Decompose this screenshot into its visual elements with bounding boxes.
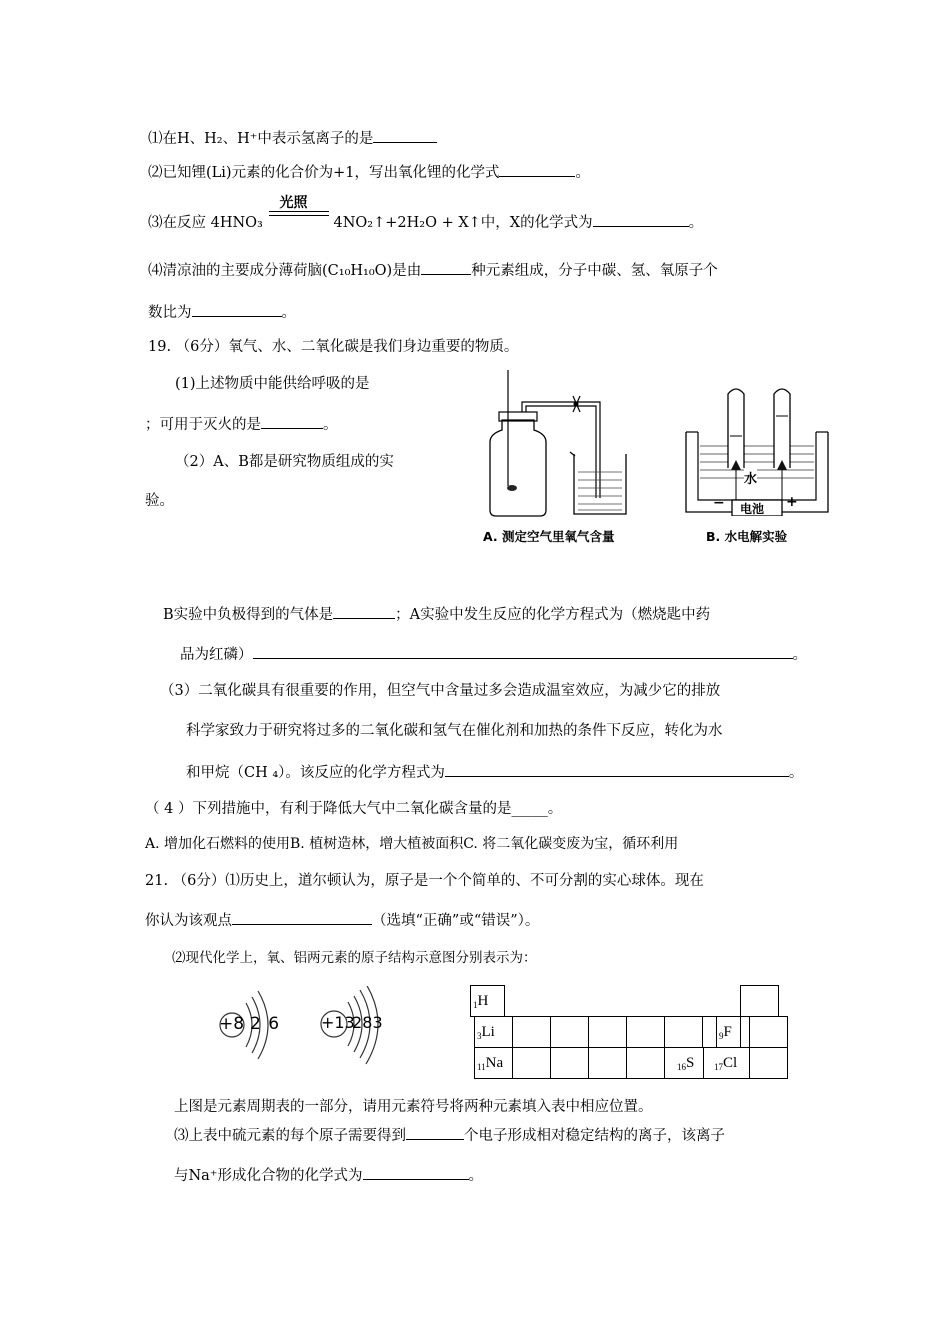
figure-a-caption: A. 测定空气里氧气含量	[483, 529, 615, 544]
table-cell[interactable]	[626, 1047, 665, 1079]
water-label: 水	[744, 468, 757, 487]
q19-part2-equation: 品为红磷） 。	[180, 644, 807, 665]
table-cell[interactable]	[664, 1016, 703, 1048]
table-cell[interactable]	[512, 1016, 551, 1048]
q19-part3-a: （3）二氧化碳具有很重要的作用，但空气中含量过多会造成温室效应，为减少它的排放	[160, 683, 721, 699]
answer-blank[interactable]	[499, 162, 575, 177]
q19-part3-c: 和甲烷（CH ₄）。该反应的化学方程式为 。	[186, 762, 803, 783]
q19-part2: （2）A、B都是研究物质组成的实	[175, 454, 394, 470]
aluminum-nucleus: +13	[321, 1013, 355, 1032]
table-cell[interactable]	[588, 1016, 627, 1048]
battery-label: 电池	[740, 502, 765, 516]
answer-blank[interactable]	[192, 302, 282, 317]
answer-blank[interactable]	[421, 260, 471, 275]
answer-blank[interactable]	[333, 604, 395, 619]
figure-a-apparatus	[478, 368, 648, 518]
q19-part4: （ 4 ）下列措施中，有利于降低大气中二氧化碳含量的是_____。	[145, 801, 563, 817]
table-cell[interactable]	[588, 1047, 627, 1079]
cell-hydrogen: $_1$H	[470, 985, 505, 1017]
q21-part1-cont: 你认为该观点 （选填“正确”或“错误”）。	[145, 910, 539, 931]
q19-part1-cont: ；可用于灭火的是 。	[145, 414, 338, 435]
table-cell[interactable]	[749, 1047, 788, 1079]
q21-part3-b: 与Na⁺形成化合物的化学式为 。	[174, 1165, 483, 1186]
q18-part3: ⑶在反应 4HNO₃ 光照 4NO₂↑+2H₂O + X↑中，X的化学式为 。	[148, 195, 704, 231]
cell-chlorine: $_{17}$Cl	[703, 1047, 750, 1079]
aluminum-shells: 2 8 3	[352, 1013, 382, 1032]
answer-blank[interactable]	[261, 414, 323, 429]
answer-blank[interactable]	[593, 212, 689, 227]
q19-part1: (1)上述物质中能供给呼吸的是	[175, 376, 370, 392]
reaction-condition: 光照	[269, 213, 331, 233]
answer-blank[interactable]	[253, 644, 793, 659]
answer-blank[interactable]	[373, 128, 437, 143]
table-cell[interactable]	[550, 1047, 589, 1079]
oxygen-shells: 2 6	[250, 1014, 280, 1034]
answer-blank[interactable]	[406, 1125, 464, 1140]
cell-lithium: $_3$Li	[474, 1016, 513, 1048]
figure-b-apparatus	[682, 384, 832, 516]
table-cell[interactable]	[626, 1016, 665, 1048]
negative-terminal: −	[713, 495, 725, 511]
cell-group18-top[interactable]	[740, 985, 779, 1017]
q21-part3-a: ⑶上表中硫元素的每个原子需要得到 个电子形成相对稳定结构的离子，该离子	[174, 1125, 725, 1146]
q19-title: 19. （6分）氧气、水、二氧化碳是我们身边重要的物质。	[148, 339, 519, 355]
q21-part2: ⑵现代化学上，氧、铝两元素的原子结构示意图分别表示为：	[172, 950, 537, 966]
q18-part2: ⑵已知锂(Li)元素的化合价为+1，写出氧化锂的化学式 。	[148, 162, 590, 183]
answer-blank[interactable]	[363, 1165, 469, 1180]
answer-blank[interactable]	[232, 910, 372, 925]
q21-title: 21. （6分）⑴历史上，道尔顿认为，原子是一个个简单的、不可分割的实心球体。现在	[145, 873, 704, 889]
positive-terminal: +	[786, 494, 798, 510]
q18-part4: ⑷清凉油的主要成分薄荷脑(C₁₀H₁₀O)是由 种元素组成，分子中碳、氢、氧原子个	[148, 260, 718, 281]
answer-blank[interactable]	[445, 762, 789, 777]
q19-part2-cont: 验。	[145, 493, 174, 509]
q19-part2-gas: B实验中负极得到的气体是 ；A实验中发生反应的化学方程式为（燃烧匙中药	[163, 604, 710, 625]
table-cell[interactable]	[550, 1016, 589, 1048]
q18-part1: ⑴在H、H₂、H⁺中表示氢离子的是	[148, 128, 437, 149]
q19-part3-b: 科学家致力于研究将过多的二氧化碳和氢气在催化剂和加热的条件下反应，转化为水	[186, 723, 723, 739]
cell-sodium: $_{11}$Na	[474, 1047, 513, 1079]
q19-part4-options: A. 增加化石燃料的使用B. 植树造林，增大植被面积C. 将二氧化碳变废为宝，循环利用	[145, 836, 679, 852]
figure-b-caption: B. 水电解实验	[706, 529, 788, 544]
table-cell[interactable]	[512, 1047, 551, 1079]
cell-sulfur: $_{16}$S	[664, 1047, 704, 1079]
oxygen-nucleus: +8	[219, 1014, 245, 1034]
cell-fluorine: $_9$F	[716, 1016, 750, 1048]
q21-part2-note: 上图是元素周期表的一部分，请用元素符号将两种元素填入表中相应位置。	[174, 1099, 653, 1115]
table-cell[interactable]	[749, 1016, 788, 1048]
q18-part4-cont: 数比为 。	[148, 302, 296, 323]
